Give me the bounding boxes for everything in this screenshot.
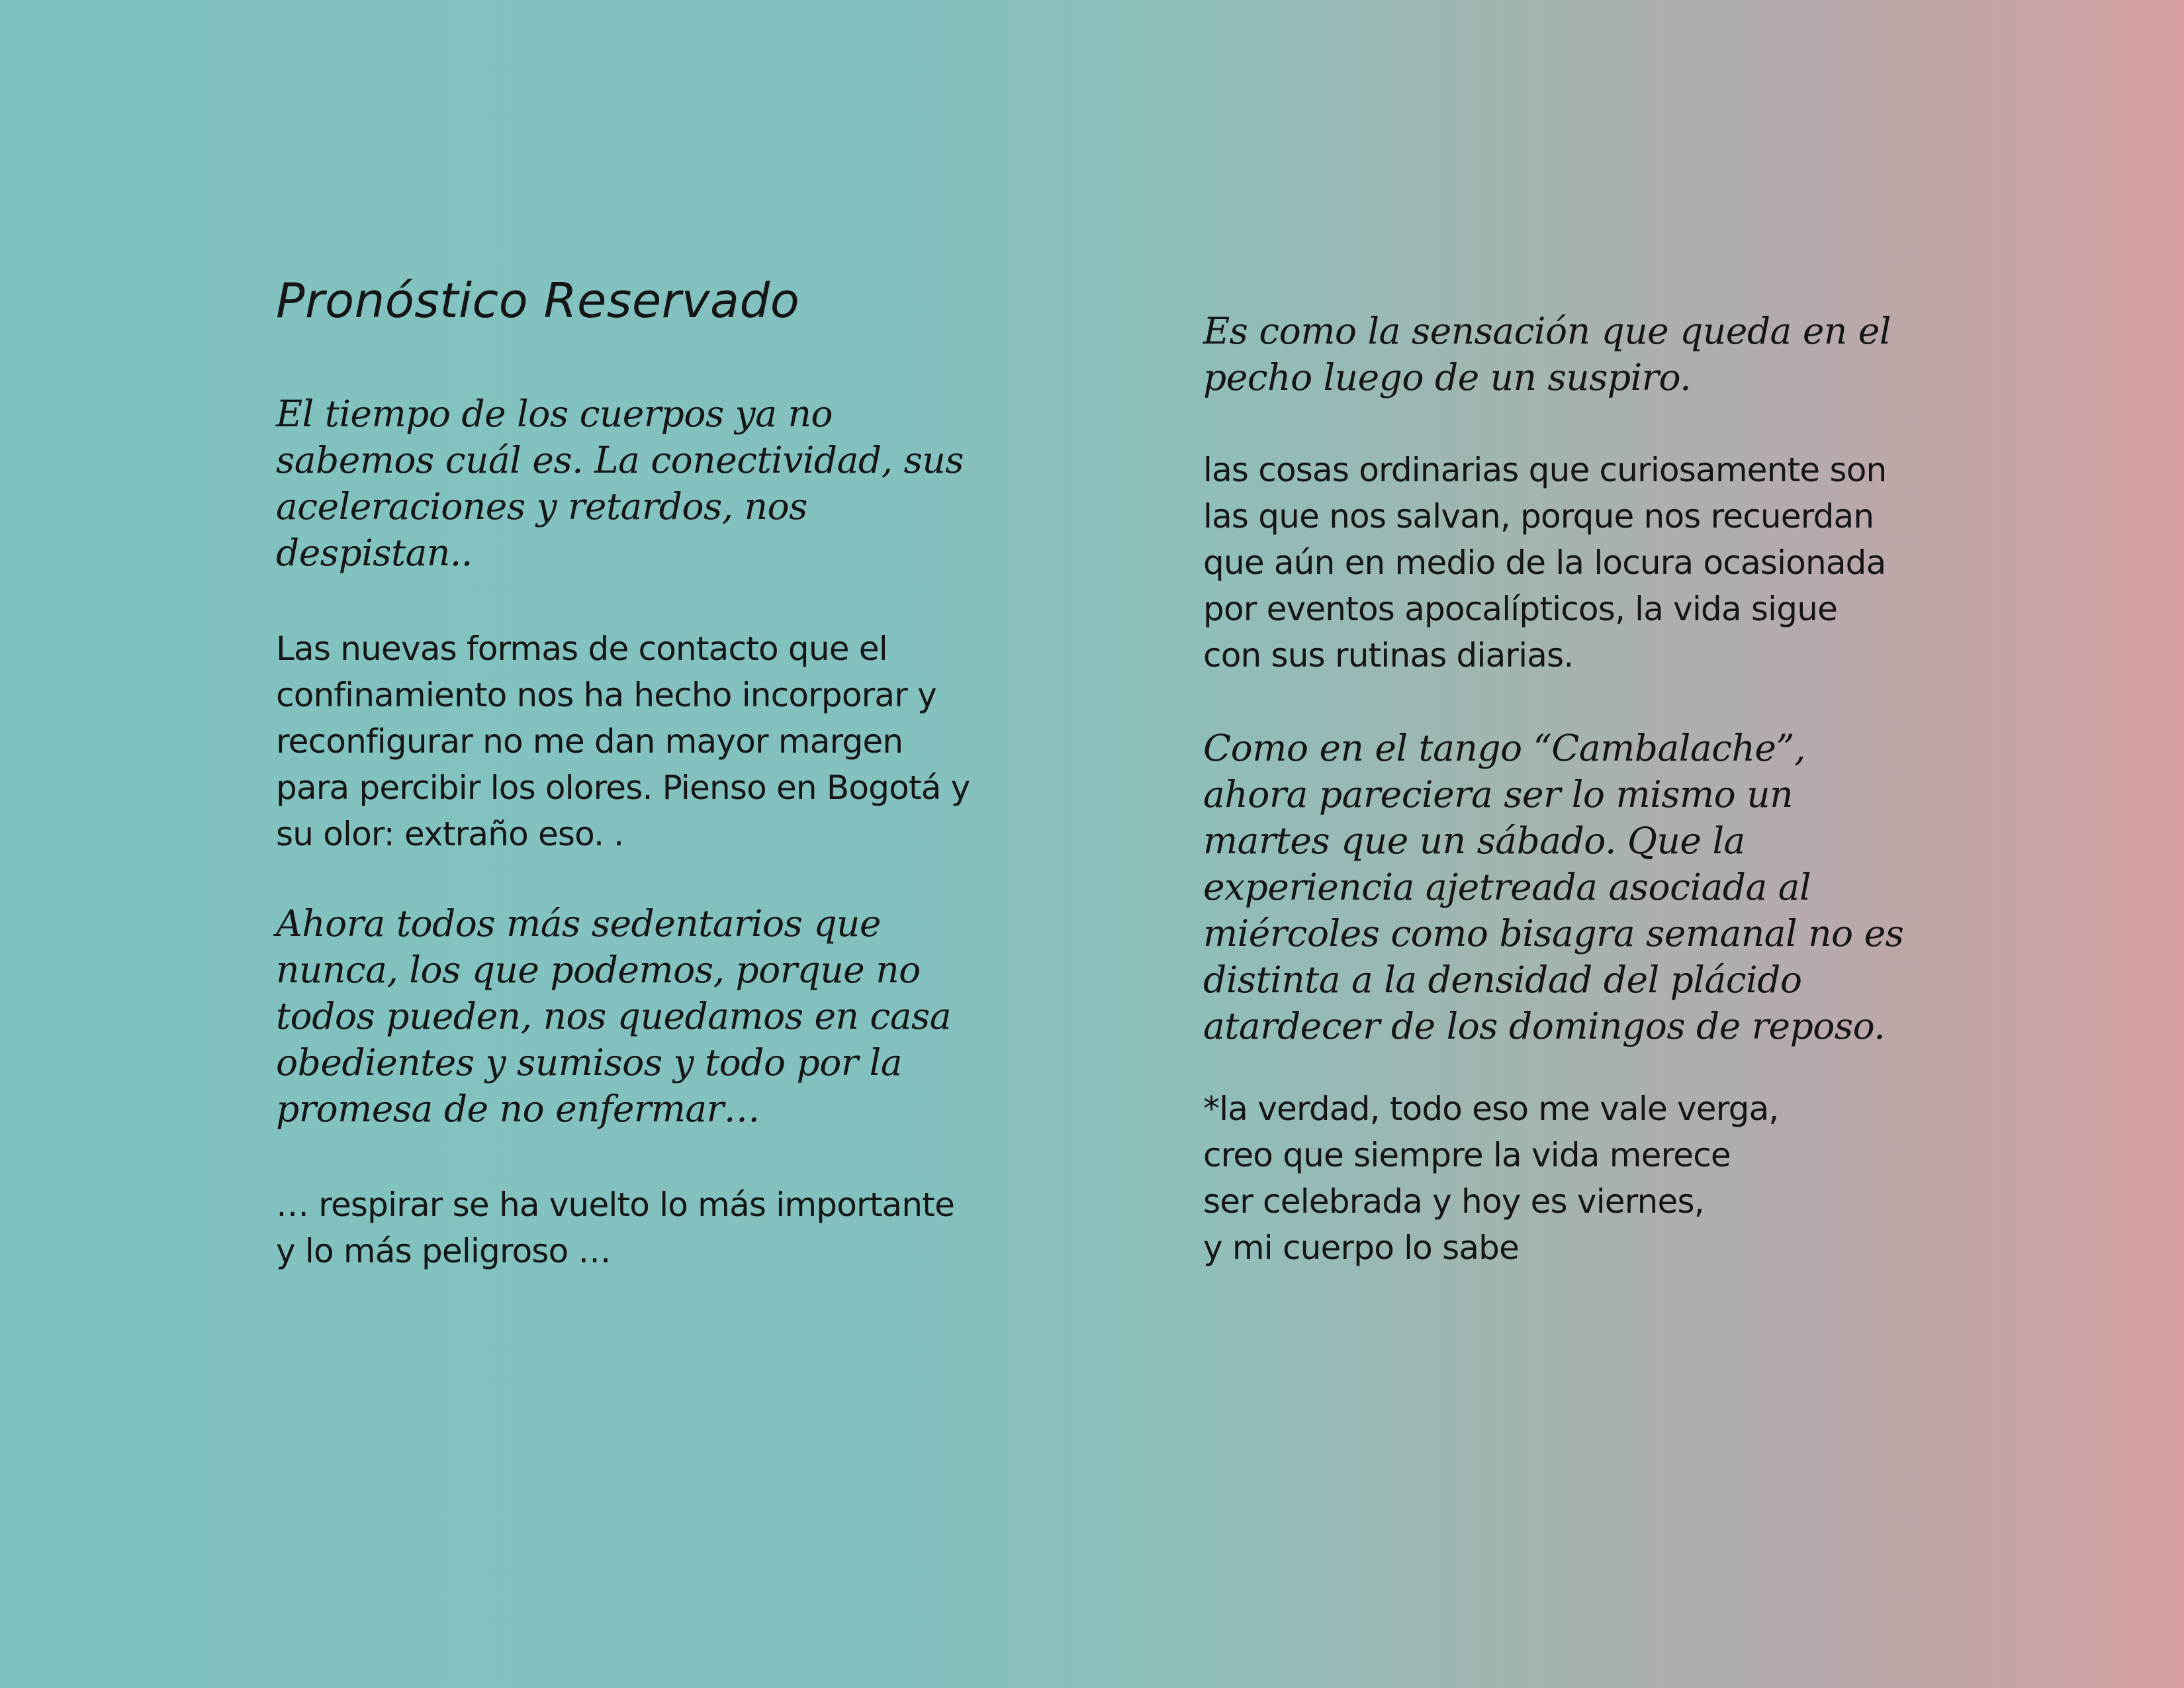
left-paragraph-3: Ahora todos más sedentarios que nunca, los que podemos, porque no todos pueden, nos quedamos en casa obedientes y sumisos y todo por la promesa de no enfermar… bbox=[276, 902, 952, 1130]
left-paragraph-4: … respirar se ha vuelto lo más importante y lo más peligroso … bbox=[276, 1186, 955, 1270]
right-paragraph-3: Como en el tango “Cambalache”, ahora pareciera ser lo mismo un martes que un sábado. Que la experiencia ajetreada asociada al miércoles como bisagra semanal no es distinta a la densidad del plácido atardecer de los domingos de reposo. bbox=[1203, 727, 1904, 1047]
right-paragraph-2: las cosas ordinarias que curiosamente son las que nos salvan, porque nos recuerdan que aún en medio de la locura ocasionada por eventos apocalípticos, la vida sigue con sus rutinas diarias. bbox=[1203, 451, 1887, 675]
left-paragraph-2: Las nuevas formas de contacto que el confinamiento nos ha hecho incorporar y reconfigurar no me dan mayor margen para percibir los olores. Pienso en Bogotá y su olor: extraño eso. . bbox=[276, 630, 970, 853]
right-paragraph-1: Es como la sensación que queda en el pecho luego de un suspiro. bbox=[1203, 310, 1891, 399]
right-paragraph-4: *la verdad, todo eso me vale verga, creo que siempre la vida merece ser celebrada y hoy es viernes, y mi cuerpo lo sabe bbox=[1203, 1090, 1779, 1267]
page-title: Pronóstico Reservado bbox=[276, 273, 800, 328]
left-paragraph-1: El tiempo de los cuerpos ya no sabemos cuál es. La conectividad, sus aceleraciones y retardos, nos despistan.. bbox=[276, 393, 964, 574]
